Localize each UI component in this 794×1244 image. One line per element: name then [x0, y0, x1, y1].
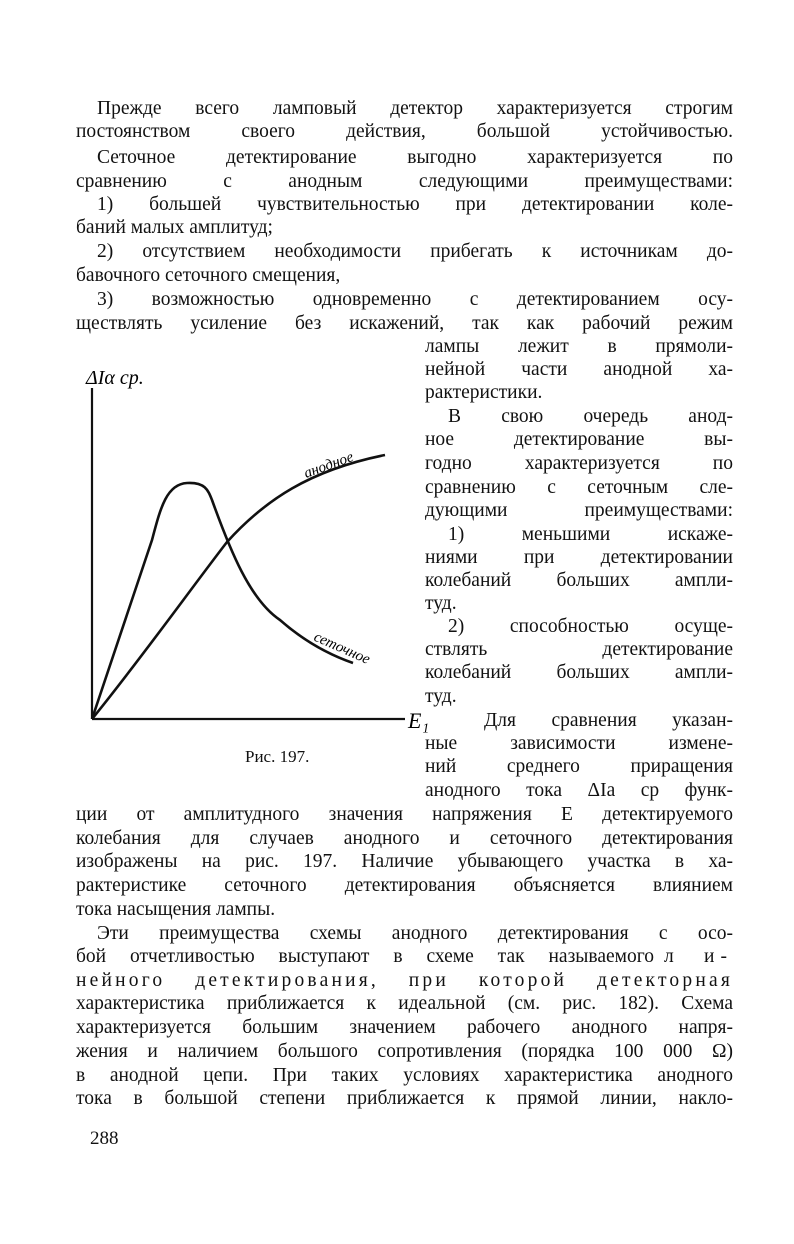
text-line: бой отчетливостью выступают в схеме так называемого: [76, 946, 654, 967]
text-line: Эти преимущества схемы анодного детектирования с осо-: [97, 923, 733, 944]
curve-grid: [92, 483, 353, 719]
text-line: сравнению с анодным следующими преимуществами:: [76, 171, 733, 192]
text-line-spaced: л и-: [664, 946, 733, 967]
text-line: В свою очередь анод-: [448, 406, 733, 427]
figure-caption: Рис. 197.: [245, 747, 310, 766]
text-line: рактеристике сеточного детектирования объясняется влиянием: [76, 875, 733, 896]
x-axis-label: E₁: [408, 708, 430, 733]
text-line: Сеточное детектирование выгодно характеризуется по: [97, 147, 733, 168]
text-line: в анодной цепи. При таких условиях характеристика анодного: [76, 1065, 733, 1086]
text-line: ствлять детектирование: [425, 639, 733, 660]
text-line: ниями при детектировании: [425, 547, 733, 568]
text-line: ные зависимости измене-: [425, 733, 733, 754]
text-line: колебаний больших ампли-: [425, 570, 733, 591]
text-line: анодного тока ΔIa ср функ-: [425, 780, 733, 801]
text-line: туд.: [425, 686, 457, 707]
text-line: годно характеризуется по: [425, 453, 733, 474]
text-line: баний малых амплитуд;: [76, 217, 273, 238]
text-line: характеристика приближается к идеальной (см. рис. 182). Схема: [76, 993, 733, 1014]
text-line: Прежде всего ламповый детектор характеризуется строгим: [97, 98, 733, 119]
text-line: сравнению с сеточным сле-: [425, 477, 733, 498]
text-line: изображены на рис. 197. Наличие убывающего участка в ха-: [76, 851, 733, 872]
text-line: туд.: [425, 593, 457, 614]
text-line: ное детектирование вы-: [425, 429, 733, 450]
text-line: 2) способностью осуще-: [448, 616, 733, 637]
text-line: 2) отсутствием необходимости прибегать к источникам до-: [97, 241, 733, 262]
y-axis-label: ΔIα ср.: [86, 367, 144, 389]
text-line: лампы лежит в прямоли-: [425, 336, 733, 357]
text-line: Для сравнения указан-: [484, 710, 733, 731]
text-line: колебаний больших ампли-: [425, 662, 733, 683]
text-line: 1) меньшими искаже-: [448, 524, 733, 545]
page-number: 288: [90, 1128, 119, 1149]
text-line: ний среднего приращения: [425, 756, 733, 777]
curve-label-anode: анодное: [301, 449, 356, 482]
text-line: дующими преимуществами:: [425, 500, 733, 521]
curve-label-grid: сеточное: [311, 629, 373, 668]
text-line: рактеристики.: [425, 382, 543, 403]
text-line: жения и наличием большого сопротивления (порядка 100 000 Ω): [76, 1041, 733, 1062]
text-line: 3) возможностью одновременно с детектированием осу-: [97, 289, 733, 310]
text-line: постоянством своего действия, большой устойчивостью.: [76, 121, 733, 142]
text-line: ществлять усиление без искажений, так как рабочий режим: [76, 313, 733, 334]
text-line: 1) большей чувствительностью при детектировании коле-: [97, 194, 733, 215]
text-line: характеризуется большим значением рабочего анодного напря-: [76, 1017, 733, 1038]
text-line: колебания для случаев анодного и сеточного детектирования: [76, 828, 733, 849]
text-line: тока насыщения лампы.: [76, 899, 276, 920]
text-line: тока в большой степени приближается к прямой линии, накло-: [76, 1088, 733, 1109]
text-line: ции от амплитудного значения напряжения E детектируемого: [76, 804, 733, 825]
text-line: нейной части анодной ха-: [425, 359, 733, 380]
text-line: нейного детектирования, при которой детекторная: [76, 970, 733, 991]
text-line: бавочного сеточного смещения,: [76, 265, 341, 286]
